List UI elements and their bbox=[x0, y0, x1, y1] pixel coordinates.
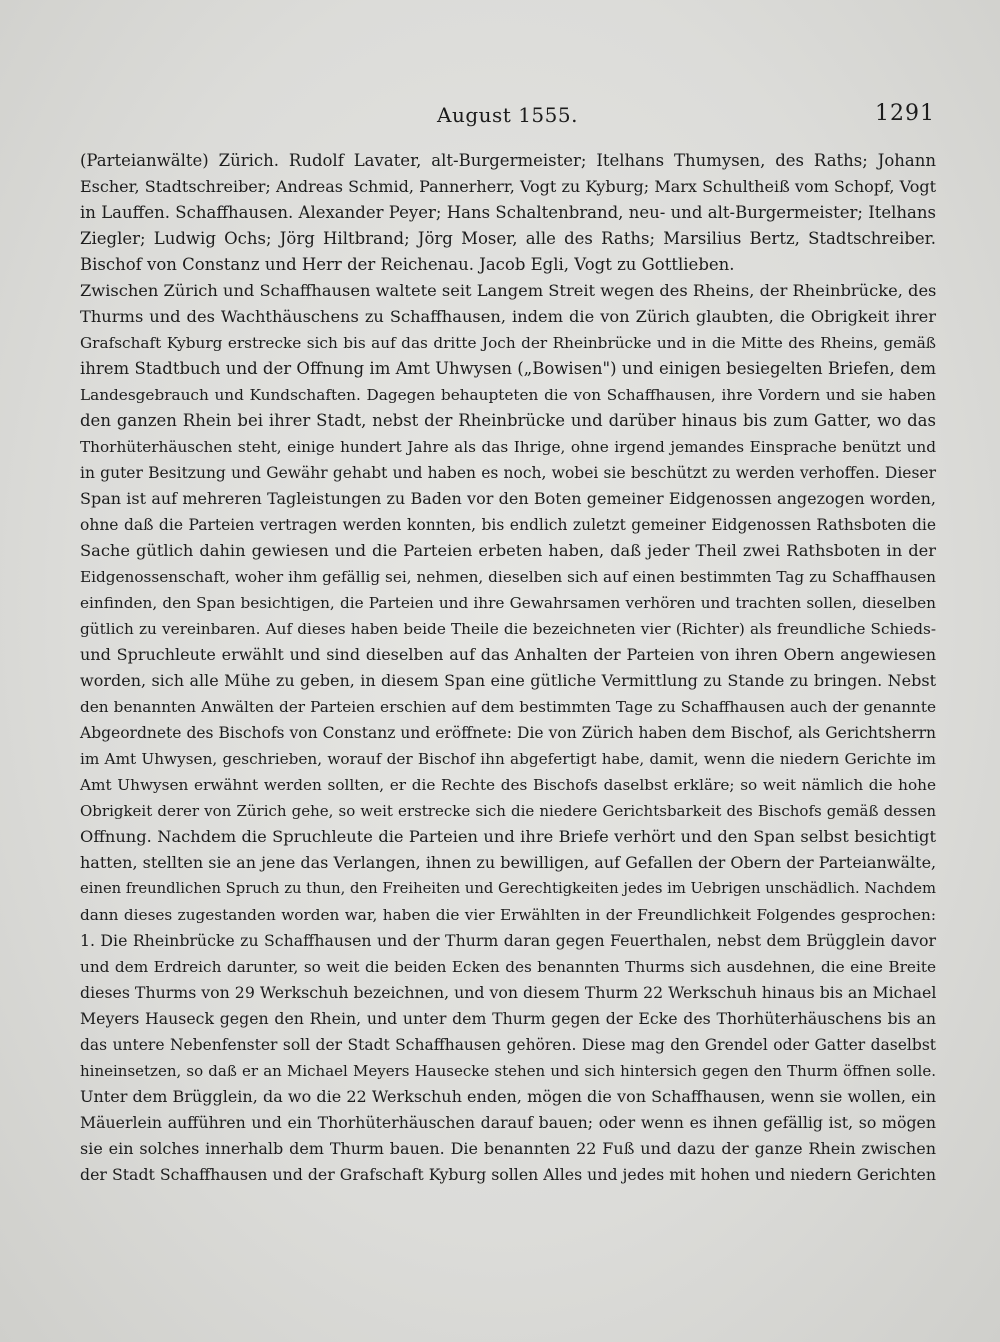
text-line: den benannten Anwälten der Parteien erschien auf dem bestimmten Tage zu Schaffhausen auch der genannte bbox=[80, 698, 936, 716]
text-line: in Lauffen. Schaffhausen. Alexander Peyer; Hans Schaltenbrand, neu- und alt-Burgermeister; Itelhans bbox=[80, 203, 936, 222]
text-line: im Amt Uhwysen, geschrieben, worauf der Bischof ihn abgefertigt habe, damit, wenn die niedern Gerichte im bbox=[80, 750, 936, 768]
text-line: dann dieses zugestanden worden war, haben die vier Erwählten in der Freundlichkeit Folgendes gesprochen: bbox=[80, 906, 936, 924]
text-line: einen freundlichen Spruch zu thun, den Freiheiten und Gerechtigkeiten jedes im Uebrigen unschädlich. Nachdem bbox=[80, 880, 936, 897]
text-line: gütlich zu vereinbaren. Auf dieses haben beide Theile die bezeichneten vier (Richter) als freundliche Schieds- bbox=[80, 620, 936, 638]
text-line: Ziegler; Ludwig Ochs; Jörg Hiltbrand; Jörg Moser, alle des Raths; Marsilius Bertz, Stadtschreiber. bbox=[80, 229, 936, 248]
text-line: Thurms und des Wachthäuschens zu Schaffhausen, indem die von Zürich glaubten, die Obrigkeit ihrer bbox=[80, 307, 936, 326]
text-line: 1. Die Rheinbrücke zu Schaffhausen und der Thurm daran gegen Feuerthalen, nebst dem Brügglein davor bbox=[80, 931, 936, 950]
text-line: hineinsetzen, so daß er an Michael Meyers Hausecke stehen und sich hintersich gegen den Thurm öffnen solle. bbox=[80, 1062, 936, 1080]
text-line: hatten, stellten sie an jene das Verlangen, ihnen zu bewilligen, auf Gefallen der Obern der Parteianwälte, bbox=[80, 853, 937, 872]
text-line: Escher, Stadtschreiber; Andreas Schmid, Pannerherr, Vogt zu Kyburg; Marx Schultheiß vom Schopf, Vogt bbox=[80, 177, 936, 196]
text-line: (Parteianwälte) Zürich. Rudolf Lavater, alt-Burgermeister; Itelhans Thumysen, des Raths; Johann bbox=[80, 151, 936, 170]
text-line: und Spruchleute erwählt und sind dieselben auf das Anhalten der Parteien von ihren Obern angewiesen bbox=[80, 645, 936, 664]
body-text bbox=[80, 148, 936, 1188]
text-line: Offnung. Nachdem die Spruchleute die Parteien und ihre Briefe verhört und den Span selbst besichtigt bbox=[80, 827, 936, 846]
text-line: in guter Besitzung und Gewähr gehabt und haben es noch, wobei sie beschützt zu werden verhoffen. Dieser bbox=[80, 464, 936, 482]
text-line: Eidgenossenschaft, woher ihm gefällig sei, nehmen, dieselben sich auf einen bestimmten Tag zu Schaffhausen bbox=[80, 568, 936, 586]
page-number: 1291 bbox=[875, 101, 935, 126]
text-line: der Stadt Schaffhausen und der Grafschaft Kyburg sollen Alles und jedes mit hohen und niedern Gerichten bbox=[80, 1165, 936, 1184]
text-line: Grafschaft Kyburg erstrecke sich bis auf das dritte Joch der Rheinbrücke und in die Mitte des Rheins, gemäß bbox=[80, 334, 936, 352]
text-line: einfinden, den Span besichtigen, die Parteien und ihre Gewahrsamen verhören und trachten sollen, dieselben bbox=[80, 594, 936, 612]
text-line: Span ist auf mehreren Tagleistungen zu Baden vor den Boten gemeiner Eidgenossen angezogen worden, bbox=[80, 489, 936, 508]
text-line: und dem Erdreich darunter, so weit die beiden Ecken des benannten Thurms sich ausdehnen, die eine Breite bbox=[80, 958, 936, 976]
text-line: ohne daß die Parteien vertragen werden konnten, bis endlich zuletzt gemeiner Eidgenossen Rathsboten die bbox=[80, 516, 936, 534]
text-line: Unter dem Brügglein, da wo die 22 Werkschuh enden, mögen die von Schaffhausen, wenn sie wollen, ein bbox=[80, 1087, 936, 1106]
text-line: Meyers Hauseck gegen den Rhein, und unter dem Thurm gegen der Ecke des Thorhüterhäuschens bis an bbox=[80, 1009, 936, 1028]
text-line: den ganzen Rhein bei ihrer Stadt, nebst der Rheinbrücke und darüber hinaus bis zum Gatter, wo das bbox=[80, 411, 936, 430]
page-header bbox=[80, 103, 935, 133]
running-title: August 1555. bbox=[437, 103, 578, 127]
text-line: sie ein solches innerhalb dem Thurm bauen. Die benannten 22 Fuß und dazu der ganze Rhein zwischen bbox=[80, 1139, 936, 1158]
text-line: Amt Uhwysen erwähnt werden sollten, er die Rechte des Bischofs daselbst erkläre; so weit nämlich die hohe bbox=[80, 776, 936, 794]
text-line: Zwischen Zürich und Schaffhausen waltete seit Langem Streit wegen des Rheins, der Rheinbrücke, des bbox=[80, 281, 937, 300]
text-line: Abgeordnete des Bischofs von Constanz und eröffnete: Die von Zürich haben dem Bischof, als Gerichtsherrn bbox=[80, 724, 936, 742]
text-line: worden, sich alle Mühe zu geben, in diesem Span eine gütliche Vermittlung zu Stande zu bringen. Nebst bbox=[80, 671, 936, 690]
text-line: dieses Thurms von 29 Werkschuh bezeichnen, und von diesem Thurm 22 Werkschuh hinaus bis an Michael bbox=[80, 983, 937, 1002]
text-line: ihrem Stadtbuch und der Offnung im Amt Uhwysen („Bowisen") und einigen besiegelten Briefen, dem bbox=[80, 359, 936, 378]
text-line: Obrigkeit derer von Zürich gehe, so weit erstrecke sich die niedere Gerichtsbarkeit des Bischofs gemäß dessen bbox=[80, 802, 936, 820]
text-line: das untere Nebenfenster soll der Stadt Schaffhausen gehören. Diese mag den Grendel oder Gatter daselbst bbox=[80, 1036, 936, 1054]
text-line: Thorhüterhäuschen steht, einige hundert Jahre als das Ihrige, ohne irgend jemandes Einsprache benützt und bbox=[80, 438, 936, 456]
text-line: Mäuerlein aufführen und ein Thorhüterhäuschen darauf bauen; oder wenn es ihnen gefällig ist, so mögen bbox=[80, 1113, 936, 1132]
text-line: Landesgebrauch und Kundschaften. Dagegen behaupteten die von Schaffhausen, ihre Vordern und sie haben bbox=[80, 386, 936, 404]
text-line: Bischof von Constanz und Herr der Reichenau. Jacob Egli, Vogt zu Gottlieben. bbox=[80, 255, 735, 274]
text-line: Sache gütlich dahin gewiesen und die Parteien erbeten haben, daß jeder Theil zwei Rathsboten in der bbox=[80, 541, 936, 560]
